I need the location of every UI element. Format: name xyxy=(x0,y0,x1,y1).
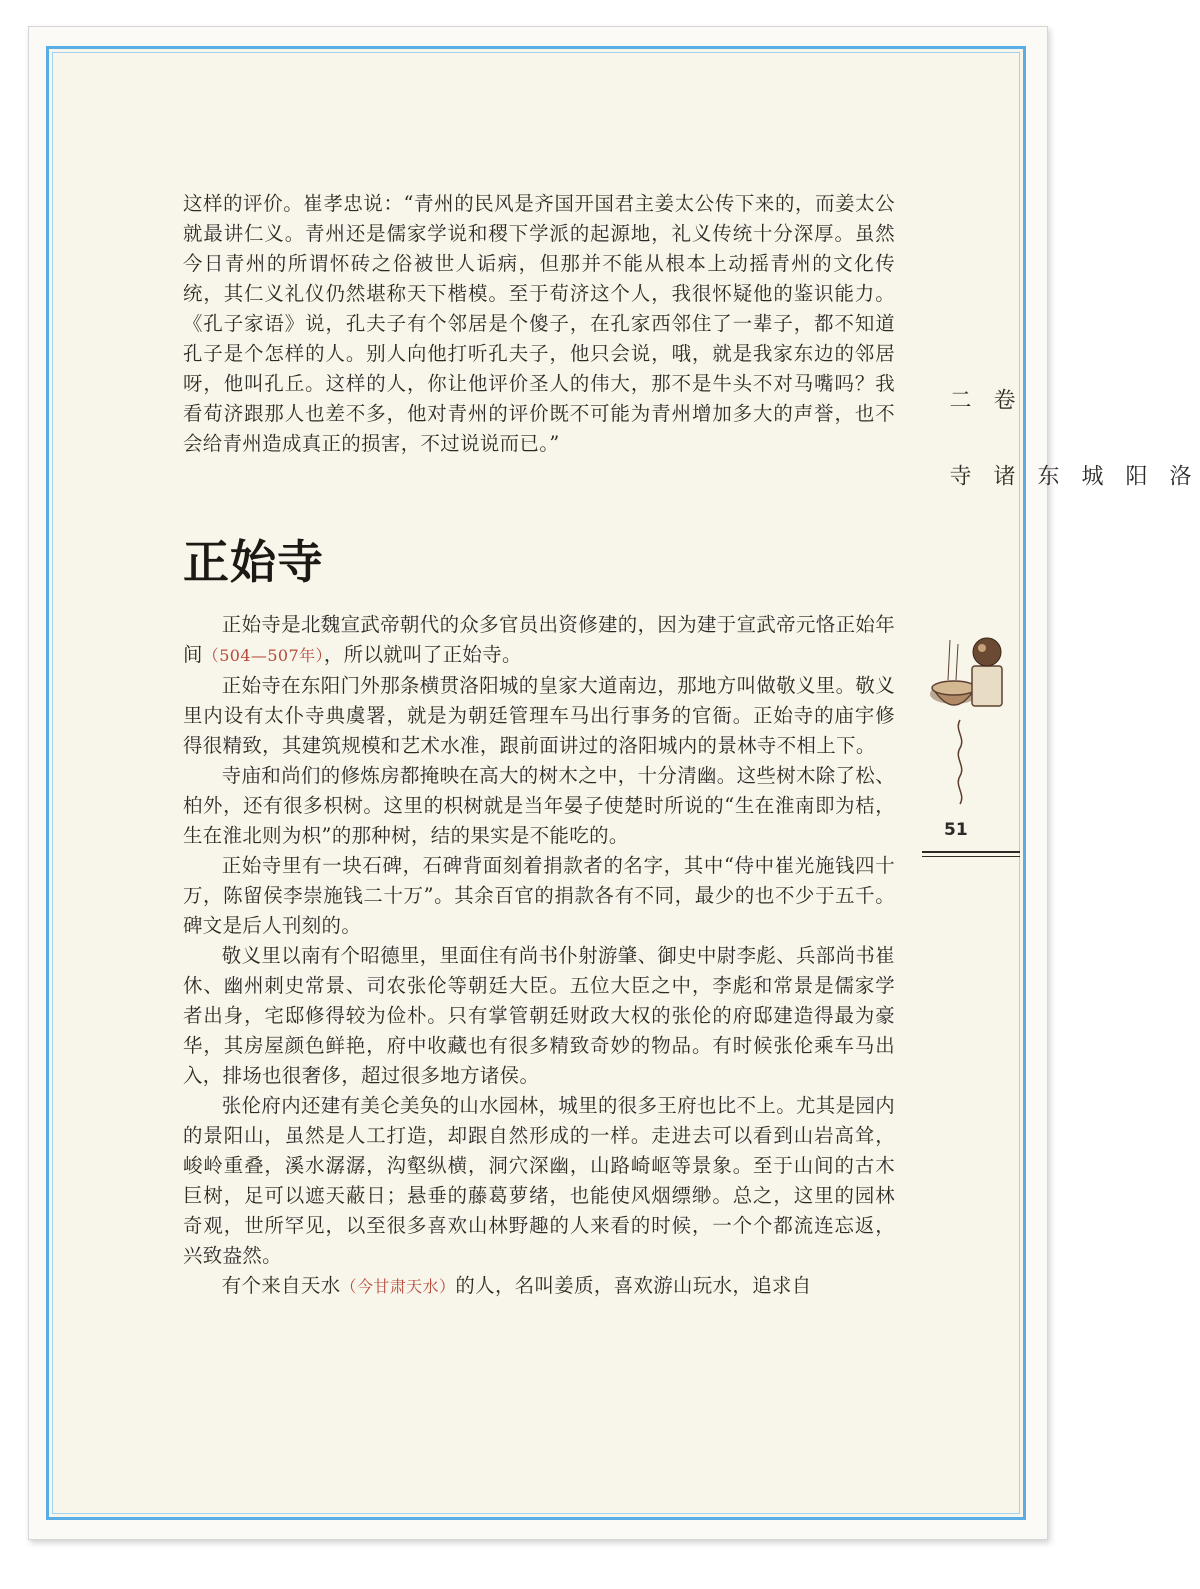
paragraph xyxy=(183,610,895,671)
paragraph: 寺庙和尚们的修炼房都掩映在高大的树木之中，十分清幽。这些树木除了松、柏外，还有很多枳树。这里的枳树就是当年晏子使楚时所说的“生在淮南即为桔，生在淮北则为枳”的那种树，结的果实是不能吃的。 xyxy=(183,764,895,847)
text: 的人，名叫姜质，喜欢游山玩水，追求自 xyxy=(455,1274,812,1297)
paragraph: 这样的评价。崔孝忠说：“青州的民风是齐国开国君主姜太公传下来的，而姜太公就最讲仁义。青州还是儒家学说和稷下学派的起源地，礼义传统十分深厚。虽然今日青州的所谓怀砖之俗被世人诟病，但那并不能从根本上动摇青州的文化传统，其仁义礼仪仍然堪称天下楷模。至于荀济这个人，我很怀疑他的鉴识能力。《孔子家语》说，孔夫子有个邻居是个傻子，在孔家西邻住了一辈子，都不知道孔子是个怎样的人。别人向他打听孔夫子，他只会说，哦，就是我家东边的邻居呀，他叫孔丘。这样的人，你让他评价圣人的伟大，那不是牛头不对马嘴吗？我看荀济跟那人也差不多，他对青州的评价既不可能为青州增加多大的声誉，也不会给青州造成真正的损害，不过说说而已。” xyxy=(183,192,895,455)
section-body xyxy=(183,610,895,1302)
paragraph: 正始寺里有一块石碑，石碑背面刻着捐款者的名字，其中“侍中崔光施钱四十万，陈留侯李崇施钱二十万”。其余百官的捐款各有不同，最少的也不少于五千。碑文是后人刊刻的。 xyxy=(183,854,895,937)
paragraph: 正始寺在东阳门外那条横贯洛阳城的皇家大道南边，那地方叫做敬义里。敬义里内设有太仆寺典虞署，就是为朝廷管理车马出行事务的官衙。正始寺的庙宇修得很精致，其建筑规模和艺术水准，跟前面讲过的洛阳城内的景林寺不相上下。 xyxy=(183,674,895,757)
paragraph xyxy=(183,1271,895,1302)
section-title: 正始寺 xyxy=(183,535,324,589)
text: ，所以就叫了正始寺。 xyxy=(323,643,522,666)
text: 有个来自天水 xyxy=(221,1274,341,1297)
continued-paragraph xyxy=(183,189,895,459)
paragraph: 敬义里以南有个昭德里，里面住有尚书仆射游肇、御史中尉李彪、兵部尚书崔休、幽州刺史常景、司农张伦等朝廷大臣。五位大臣之中，李彪和常景是儒家学者出身，宅邸修得较为俭朴。只有掌管朝廷财政大权的张伦的府邸建造得最为豪华，其房屋颜色鲜艳，府中收藏也有很多精致奇妙的物品。有时候张伦乘车马出入，排场也很奢侈，超过很多地方诸侯。 xyxy=(183,944,895,1087)
date-note: （504—507年） xyxy=(202,646,324,665)
page-number: 51 xyxy=(944,820,968,840)
volume-label: 卷二 xyxy=(946,388,1015,415)
place-note: （今甘肃天水） xyxy=(340,1277,456,1296)
divider xyxy=(922,856,1020,857)
paragraph: 张伦府内还建有美仑美奂的山水园林，城里的很多王府也比不上。尤其是园内的景阳山，虽然是人工打造，却跟自然形成的一样。走进去可以看到山岩高耸，峻岭重叠，溪水潺潺，沟壑纵横，洞穴深幽，山路崎岖等景象。至于山间的古木巨树，足可以遮天蔽日；悬垂的藤葛萝绪，也能使风烟缥缈。总之，这里的园林奇观，世所罕见，以至很多喜欢山林野趣的人来看的时候，一个个都流连忘返，兴致盎然。 xyxy=(183,1094,895,1267)
incense-burner-ornament-icon xyxy=(924,630,1014,820)
divider xyxy=(922,851,1020,853)
chapter-label: 洛阳城东诸寺 xyxy=(946,464,1191,491)
text: 正始寺是北魏宣武帝朝代的众多官员出资修建的，因为建于宣武帝元恪正始年间 xyxy=(183,613,895,666)
